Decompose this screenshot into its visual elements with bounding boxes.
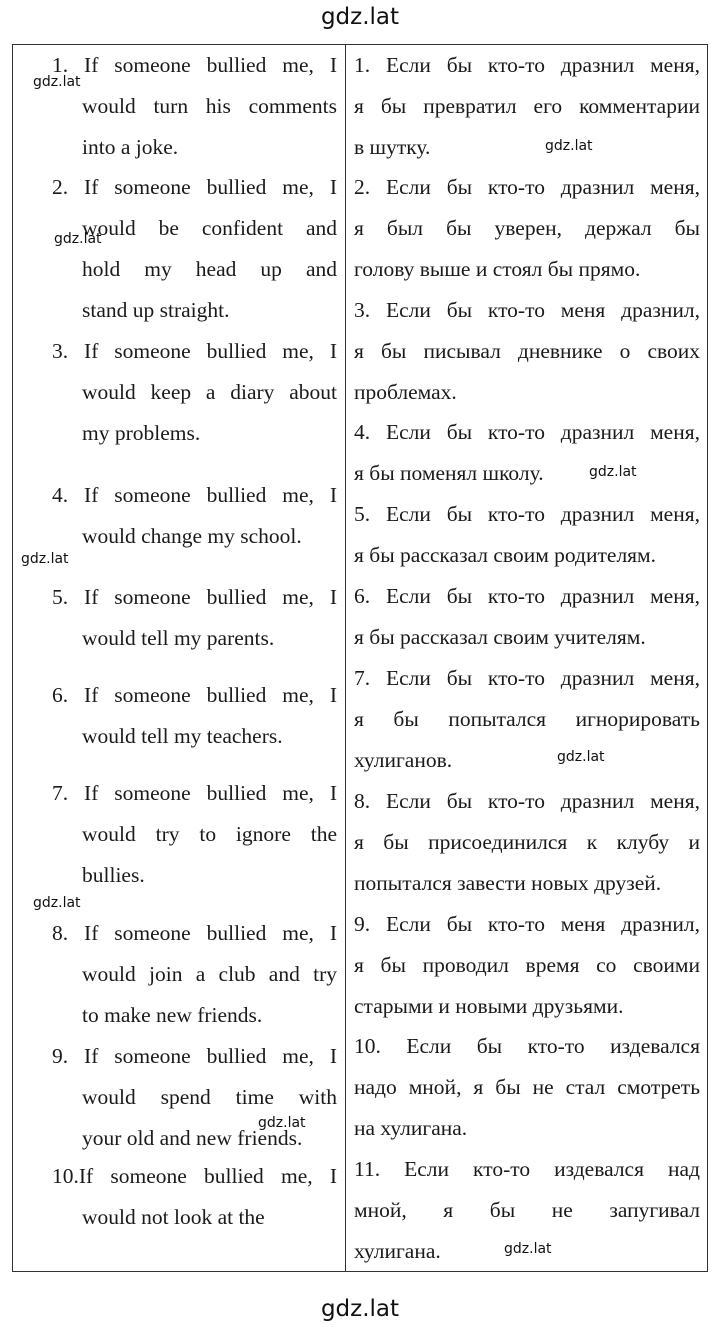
- text-line: would tell my parents.: [82, 626, 275, 650]
- text-line: хулиганов.: [354, 748, 453, 772]
- list-item: [354, 494, 700, 576]
- text-line: я бы рассказал своим родителям.: [354, 543, 657, 567]
- column-divider: [345, 45, 346, 1271]
- text-line: 4. Если бы кто-то дразнил меня,: [354, 420, 700, 444]
- text-line: голову выше и стоял бы прямо.: [354, 257, 641, 281]
- text-line: would join a club and try: [82, 962, 337, 986]
- list-item: [52, 167, 337, 331]
- text-line: would not look at the: [82, 1205, 265, 1229]
- text-line: 9. If someone bullied me, I: [52, 1044, 337, 1068]
- text-line: 7. If someone bullied me, I: [52, 781, 337, 805]
- text-line: 11. Если кто-то издевался над: [354, 1157, 700, 1181]
- text-line: 1. Если бы кто-то дразнил меня,: [354, 53, 700, 77]
- text-line: я бы рассказал своим учителям.: [354, 625, 646, 649]
- text-line: 5. Если бы кто-то дразнил меня,: [354, 502, 700, 526]
- text-line: would tell my teachers.: [82, 724, 283, 748]
- list-item: [354, 1026, 700, 1149]
- text-line: 6. Если бы кто-то дразнил меня,: [354, 584, 700, 608]
- list-item: [52, 475, 337, 557]
- text-line: я бы присоединился к клубу и: [354, 830, 700, 854]
- text-line: попытался завести новых друзей.: [354, 871, 662, 895]
- text-line: 7. Если бы кто-то дразнил меня,: [354, 666, 700, 690]
- list-item: [52, 913, 337, 1036]
- inline-watermark: gdz.lat: [545, 138, 593, 154]
- text-line: 8. If someone bullied me, I: [52, 921, 337, 945]
- text-line: 4. If someone bullied me, I: [52, 483, 337, 507]
- text-line: мной, я бы не запугивал: [354, 1198, 700, 1222]
- list-item: [354, 45, 700, 168]
- text-line: would be confident and: [82, 216, 337, 240]
- text-line: 1. If someone bullied me, I: [52, 53, 337, 77]
- text-line: 2. Если бы кто-то дразнил меня,: [354, 175, 700, 199]
- list-item: [354, 904, 700, 1027]
- text-line: на хулигана.: [354, 1116, 468, 1140]
- list-item: [52, 773, 337, 896]
- list-item: [52, 45, 337, 168]
- text-line: я бы поменял школу.: [354, 461, 544, 485]
- list-item: [52, 331, 337, 454]
- inline-watermark: gdz.lat: [54, 231, 102, 247]
- list-item: [354, 658, 700, 781]
- text-line: would turn his comments: [82, 94, 337, 118]
- list-item: [354, 167, 700, 290]
- text-line: 3. If someone bullied me, I: [52, 339, 337, 363]
- text-line: я бы попытался игнорировать: [354, 707, 700, 731]
- inline-watermark: gdz.lat: [589, 464, 637, 480]
- list-item: [354, 412, 700, 494]
- list-item: [354, 576, 700, 658]
- text-line: would change my school.: [82, 524, 302, 548]
- text-line: старыми и новыми друзьями.: [354, 994, 624, 1018]
- text-line: to make new friends.: [82, 1003, 263, 1027]
- inline-watermark: gdz.lat: [21, 551, 69, 567]
- text-line: хулигана.: [354, 1239, 441, 1263]
- list-item: [52, 1036, 337, 1159]
- text-line: into a joke.: [82, 135, 179, 159]
- text-line: 6. If someone bullied me, I: [52, 683, 337, 707]
- list-item: [52, 675, 337, 757]
- text-line: я был бы уверен, держал бы: [354, 216, 700, 240]
- text-line: stand up straight.: [82, 298, 230, 322]
- text-line: would try to ignore the: [82, 822, 337, 846]
- inline-watermark: gdz.lat: [33, 895, 81, 911]
- site-watermark-footer: gdz.lat: [320, 1296, 400, 1322]
- list-item: [52, 1156, 337, 1238]
- text-line: 10. Если бы кто-то издевался: [354, 1034, 700, 1058]
- list-item: [354, 290, 700, 413]
- text-line: 2. If someone bullied me, I: [52, 175, 337, 199]
- text-line: я бы превратил его комментарии: [354, 94, 700, 118]
- text-line: надо мной, я бы не стал смотреть: [354, 1075, 700, 1099]
- inline-watermark: gdz.lat: [504, 1241, 552, 1257]
- translation-table: [12, 44, 708, 1272]
- text-line: would keep a diary about: [82, 380, 337, 404]
- text-line: would spend time with: [82, 1085, 337, 1109]
- text-line: your old and new friends.: [82, 1126, 303, 1150]
- text-line: я бы писывал дневнике о своих: [354, 339, 700, 363]
- text-line: 9. Если бы кто-то меня дразнил,: [354, 912, 700, 936]
- text-line: 5. If someone bullied me, I: [52, 585, 337, 609]
- inline-watermark: gdz.lat: [557, 749, 605, 765]
- list-item: [354, 781, 700, 904]
- text-line: hold my head up and: [82, 257, 337, 281]
- inline-watermark: gdz.lat: [33, 74, 81, 90]
- text-line: bullies.: [82, 863, 145, 887]
- text-line: 10.If someone bullied me, I: [52, 1164, 337, 1188]
- text-line: проблемах.: [354, 380, 457, 404]
- text-line: my problems.: [82, 421, 201, 445]
- text-line: 8. Если бы кто-то дразнил меня,: [354, 789, 700, 813]
- site-watermark-header: gdz.lat: [320, 4, 400, 30]
- list-item: [52, 577, 337, 659]
- inline-watermark: gdz.lat: [258, 1115, 306, 1131]
- text-line: 3. Если бы кто-то меня дразнил,: [354, 298, 700, 322]
- text-line: в шутку.: [354, 135, 431, 159]
- text-line: я бы проводил время со своими: [354, 953, 700, 977]
